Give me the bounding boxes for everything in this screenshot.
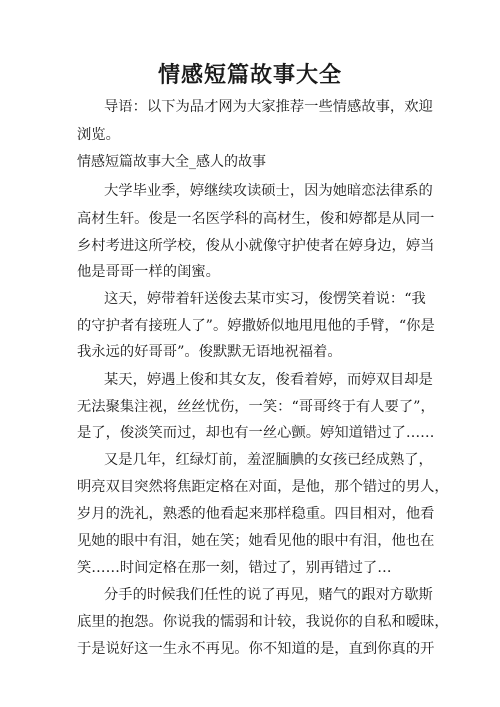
paragraph-line: 于是说好这一生永不再见。你不知道的是，直到你真的开 (77, 641, 435, 657)
paragraph-line: 见她的眼中有泪，她在笑；她看见他的眼中有泪，他也在 (77, 533, 435, 549)
paragraph-line: 无法聚集注视，丝丝忧伤，一笑：“哥哥终于有人要了”， (77, 399, 435, 415)
page-title: 情感短篇故事大全 (157, 62, 342, 88)
section-subheading: 情感短篇故事大全_感人的故事 (77, 154, 266, 170)
paragraph-line: 这天，婷带着轩送俊去某市实习，俊愣笑着说：“我 (104, 291, 426, 307)
paragraph-line: 底里的抱怨。你说我的懦弱和计较，我说你的自私和暧昧， (77, 614, 449, 630)
intro-line: 浏览。 (77, 127, 120, 143)
paragraph-line: 岁月的洗礼，熟悉的他看起来那样稳重。四目相对，他看 (77, 506, 435, 522)
paragraph-line: 某天，婷遇上俊和其女友，俊看着婷，而婷双目却是 (104, 372, 433, 388)
paragraph-line: 又是几年，红绿灯前，羞涩腼腆的女孩已经成熟了， (104, 452, 433, 468)
intro-line: 导语：以下为品才网为大家推荐一些情感故事，欢迎 (104, 99, 433, 115)
paragraph-line: 他是哥哥一样的闺蜜。 (77, 264, 220, 280)
paragraph-line: 明亮双目突然将焦距定格在对面，是他，那个错过的男人， (77, 479, 449, 495)
paragraph-line: 的守护者有接班人了”。婷撒娇似地甩甩他的手臂，“你是 (77, 318, 435, 334)
paragraph-line: 高材生轩。俊是一名医学科的高材生，俊和婷都是从同一 (77, 211, 435, 227)
paragraph-line: 我永远的好哥哥”。俊默默无语地祝福着。 (77, 344, 342, 360)
paragraph-line: 是了，俊淡笑而过，却也有一丝心颤。婷知道错过了…… (77, 425, 435, 441)
paragraph-line: 笑……时间定格在那一刻，错过了，别再错过了… (77, 560, 392, 576)
paragraph-line: 大学毕业季，婷继续攻读硕士，因为她暗恋法律系的 (104, 183, 433, 199)
paragraph-line: 乡村考进这所学校，俊从小就像守护使者在婷身边，婷当 (77, 238, 435, 254)
paragraph-line: 分手的时候我们任性的说了再见，赌气的跟对方歇斯 (104, 587, 433, 603)
